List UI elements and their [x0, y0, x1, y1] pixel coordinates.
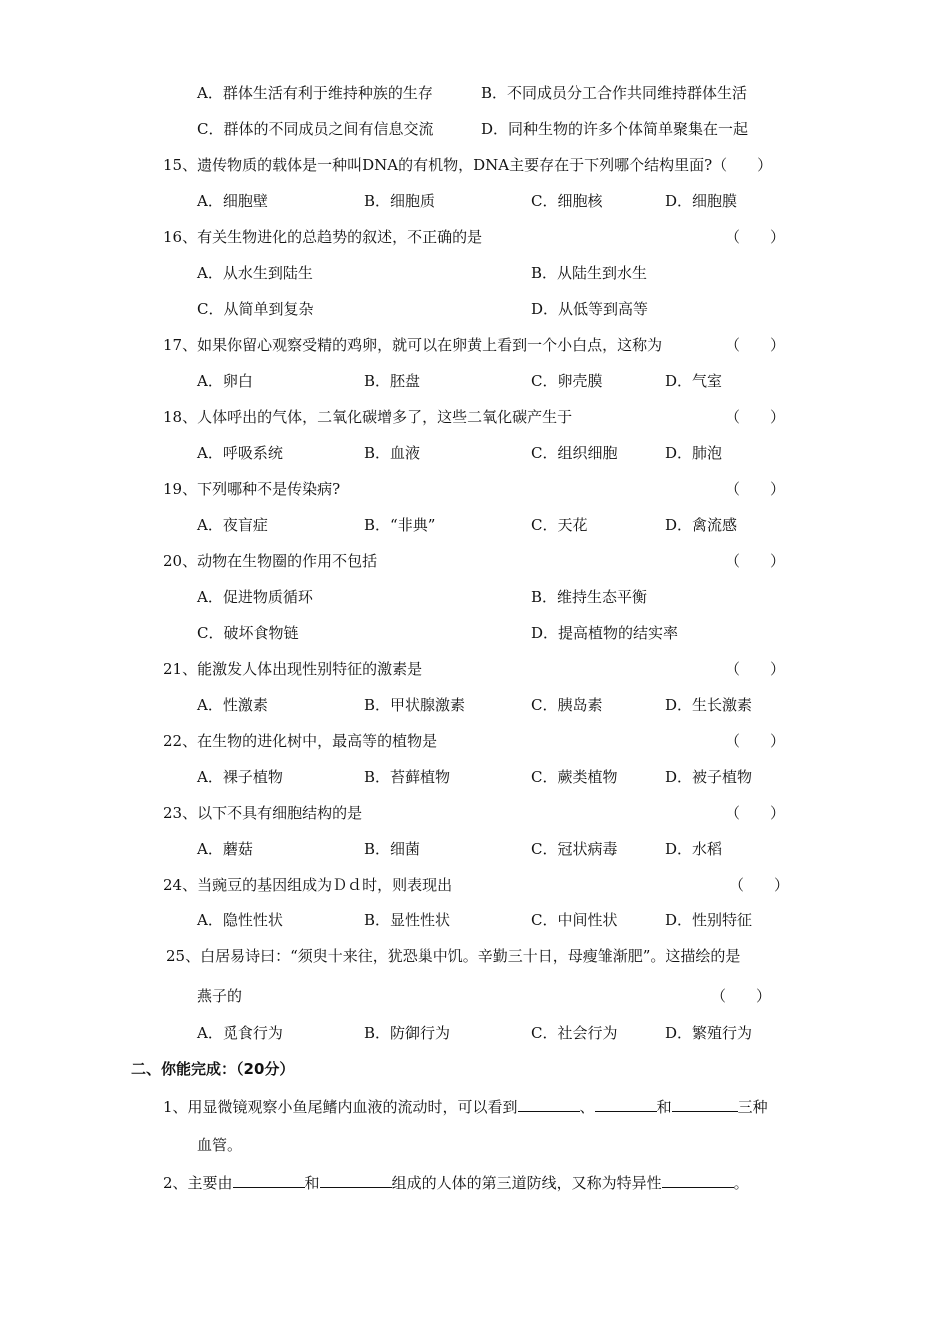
q22-option-a: A．裸子植物	[197, 768, 283, 786]
q22-option-d: D．被子植物	[665, 768, 753, 786]
answer-parens: （ ）	[725, 552, 786, 570]
question-text: 有关生物进化的总趋势的叙述，不正确的是	[197, 228, 483, 246]
q14-option-c: C．群体的不同成员之间有信息交流	[197, 120, 434, 138]
question-text: 人体呼出的气体，二氧化碳增多了，这些二氧化碳产生于	[197, 408, 573, 426]
fill-question-1-continued: 血管。	[197, 1136, 243, 1154]
q18-option-d: D．肺泡	[665, 444, 723, 462]
question-text: 在生物的进化树中，最高等的植物是	[197, 732, 438, 750]
q17-option-a: A．卵白	[197, 372, 253, 390]
q23-option-b: B．细菌	[364, 840, 421, 858]
q25-option-b: B．防御行为	[364, 1024, 451, 1042]
answer-parens: （ ）	[725, 480, 786, 498]
q23-option-c: C．冠状病毒	[531, 840, 618, 858]
q20-option-b: B．维持生态平衡	[531, 588, 648, 606]
answer-parens: （ ）	[729, 876, 790, 894]
q25-option-a: A．觅食行为	[197, 1024, 283, 1042]
q16-option-d: D．从低等到高等	[531, 300, 649, 318]
fill-text: 三种	[737, 1098, 768, 1116]
q18-option-b: B．血液	[364, 444, 421, 462]
question-23	[163, 803, 362, 823]
question-19	[163, 479, 340, 499]
answer-blank[interactable]	[672, 1095, 738, 1112]
question-number: 24、	[163, 876, 198, 894]
q19-option-a: A．夜盲症	[197, 516, 268, 534]
q15-option-d: D．细胞膜	[665, 192, 738, 210]
question-17	[163, 335, 662, 355]
fill-text: 2、主要由	[163, 1174, 233, 1192]
q16-option-b: B．从陆生到水生	[531, 264, 648, 282]
fill-question-1	[163, 1095, 768, 1117]
answer-blank[interactable]	[518, 1095, 580, 1112]
answer-parens: （ ）	[725, 408, 786, 426]
section-2-heading: 二、你能完成：（20分）	[131, 1060, 295, 1078]
q16-option-c: C．从简单到复杂	[197, 300, 314, 318]
q19-option-d: D．禽流感	[665, 516, 738, 534]
answer-parens: （ ）	[712, 156, 773, 174]
question-text: 能激发人体出现性别特征的激素是	[197, 660, 423, 678]
q25-option-c: C．社会行为	[531, 1024, 618, 1042]
question-21	[163, 659, 422, 679]
q20-option-c: C．破坏食物链	[197, 624, 299, 642]
q17-option-b: B．胚盘	[364, 372, 421, 390]
q21-option-a: A．性激素	[197, 696, 268, 714]
q16-option-a: A．从水生到陆生	[197, 264, 313, 282]
question-number: 15、	[163, 156, 198, 174]
question-18	[163, 407, 572, 427]
q24-option-d: D．性别特征	[665, 911, 753, 929]
answer-parens: （ ）	[725, 228, 786, 246]
answer-blank[interactable]	[320, 1171, 392, 1188]
q22-option-b: B．苔藓植物	[364, 768, 451, 786]
question-text: 遗传物质的载体是一种叫DNA的有机物，DNA主要存在于下列哪个结构里面?	[197, 156, 713, 174]
question-25-continued: 燕子的	[197, 987, 243, 1005]
answer-parens: （ ）	[725, 732, 786, 750]
question-number: 16、	[163, 228, 198, 246]
fill-question-2	[163, 1171, 749, 1193]
q21-option-c: C．胰岛素	[531, 696, 603, 714]
question-number: 21、	[163, 660, 198, 678]
q22-option-c: C．蕨类植物	[531, 768, 618, 786]
answer-parens: （ ）	[711, 987, 772, 1005]
q18-option-a: A．呼吸系统	[197, 444, 283, 462]
q17-option-d: D．气室	[665, 372, 723, 390]
fill-text: 组成的人体的第三道防线，又称为特异性	[391, 1174, 662, 1192]
question-20	[163, 551, 377, 571]
question-16	[163, 227, 482, 247]
answer-parens: （ ）	[725, 336, 786, 354]
q21-option-d: D．生长激素	[665, 696, 753, 714]
answer-blank[interactable]	[595, 1095, 657, 1112]
q21-option-b: B．甲状腺激素	[364, 696, 466, 714]
answer-blank[interactable]	[662, 1171, 734, 1188]
q19-option-b: B．“非典”	[364, 516, 436, 534]
q25-option-d: D．繁殖行为	[665, 1024, 753, 1042]
q14-option-a: A．群体生活有利于维持种族的生存	[197, 84, 433, 102]
q15-option-b: B．细胞质	[364, 192, 436, 210]
q19-option-c: C．天花	[531, 516, 588, 534]
q24-option-b: B．显性性状	[364, 911, 451, 929]
question-number: 18、	[163, 408, 198, 426]
question-text: 以下不具有细胞结构的是	[197, 804, 363, 822]
question-text: 动物在生物圈的作用不包括	[197, 552, 378, 570]
question-text: 当豌豆的基因组成为Ｄｄ时，则表现出	[197, 876, 453, 894]
fill-text: 和	[656, 1098, 672, 1116]
answer-parens: （ ）	[725, 804, 786, 822]
question-number: 20、	[163, 552, 198, 570]
question-text: 下列哪种不是传染病?	[197, 480, 341, 498]
q24-option-a: A．隐性性状	[197, 911, 283, 929]
q23-option-a: A．蘑菇	[197, 840, 253, 858]
answer-parens: （ ）	[725, 660, 786, 678]
fill-text: 和	[304, 1174, 320, 1192]
question-number: 23、	[163, 804, 198, 822]
q15-option-c: C．细胞核	[531, 192, 603, 210]
q14-option-b: B．不同成员分工合作共同维持群体生活	[481, 84, 748, 102]
q18-option-c: C．组织细胞	[531, 444, 618, 462]
q20-option-a: A．促进物质循环	[197, 588, 313, 606]
question-number: 25、	[166, 947, 201, 965]
question-number: 17、	[163, 336, 198, 354]
q20-option-d: D．提高植物的结实率	[531, 624, 679, 642]
question-24	[163, 875, 452, 895]
fill-text: 1、用显微镜观察小鱼尾鳍内血液的流动时，可以看到	[163, 1098, 518, 1116]
q24-option-c: C．中间性状	[531, 911, 618, 929]
question-number: 19、	[163, 480, 198, 498]
question-25	[166, 946, 740, 966]
fill-text: 。	[733, 1174, 749, 1192]
question-number: 22、	[163, 732, 198, 750]
q17-option-c: C．卵壳膜	[531, 372, 603, 390]
q15-option-a: A．细胞壁	[197, 192, 268, 210]
q23-option-d: D．水稻	[665, 840, 723, 858]
question-22	[163, 731, 437, 751]
question-15	[163, 155, 772, 175]
fill-text: 、	[579, 1098, 595, 1116]
answer-blank[interactable]	[233, 1171, 305, 1188]
question-text: 如果你留心观察受精的鸡卵，就可以在卵黄上看到一个小白点，这称为	[197, 336, 663, 354]
question-text: 白居易诗曰：“须臾十来往，犹恐巢中饥。辛勤三十日，母瘦雏渐肥”。这描绘的是	[200, 947, 741, 965]
q14-option-d: D．同种生物的许多个体简单聚集在一起	[481, 120, 749, 138]
